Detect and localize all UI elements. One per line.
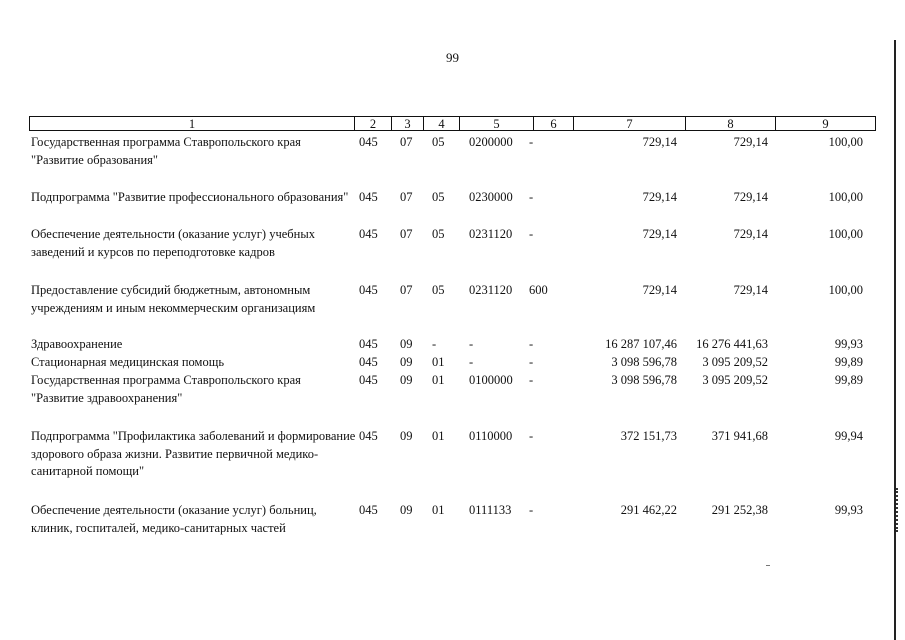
row-name: Государственная программа Ставропольского края "Развитие образования" [31, 135, 301, 167]
row-col-3: 09 [400, 503, 413, 517]
row-col-4: 01 [432, 355, 445, 369]
header-col-8: 8 [686, 117, 776, 130]
row-col-3: 07 [400, 190, 413, 204]
row-col-9: 99,93 [834, 503, 863, 517]
row-name: Здравоохранение [31, 337, 123, 351]
row-name: Обеспечение деятельности (оказание услуг) учебных заведений и курсов по переподготовке кадров [31, 227, 315, 259]
row-col-9: 100,00 [828, 227, 863, 241]
table-row [29, 502, 869, 556]
header-col-6: 6 [534, 117, 574, 130]
row-col-4: 05 [432, 227, 445, 241]
row-col-3: 09 [400, 429, 413, 443]
header-col-1: 1 [30, 117, 355, 130]
row-col-4: 01 [432, 373, 445, 387]
row-col-3: 07 [400, 135, 413, 149]
row-col-5: 0111133 [469, 503, 512, 517]
table-row [29, 189, 869, 225]
table-row [29, 282, 869, 336]
row-col-2: 045 [359, 373, 378, 387]
row-col-2: 045 [359, 283, 378, 297]
row-col-2: 045 [359, 355, 378, 369]
row-col-7: 372 151,73 [620, 429, 677, 443]
header-col-5: 5 [460, 117, 534, 130]
row-col-2: 045 [359, 227, 378, 241]
row-col-9: 100,00 [828, 190, 863, 204]
row-col-8: 16 276 441,63 [696, 337, 768, 351]
row-name: Стационарная медицинская помощь [31, 355, 225, 369]
table-row [29, 354, 869, 372]
row-col-5: 0200000 [469, 135, 513, 149]
row-name: Предоставление субсидий бюджетным, автономным учреждениям и иным некоммерческим организациям [31, 283, 316, 315]
table-row [29, 134, 869, 174]
row-col-7: 3 098 596,78 [611, 373, 677, 387]
table-row [29, 372, 869, 408]
row-col-5: 0110000 [469, 429, 513, 443]
row-name: Подпрограмма "Развитие профессионального образования" [31, 190, 349, 204]
row-col-3: 09 [400, 355, 413, 369]
row-col-4: 01 [432, 429, 445, 443]
row-col-5: - [469, 355, 474, 369]
table-row [29, 226, 869, 280]
row-col-8: 729,14 [733, 283, 768, 297]
row-col-9: 100,00 [828, 135, 863, 149]
right-margin-marks [896, 488, 901, 532]
row-col-7: 3 098 596,78 [611, 355, 677, 369]
row-col-9: 99,89 [834, 355, 863, 369]
table-row [29, 336, 869, 354]
row-col-4: 05 [432, 135, 445, 149]
row-name: Подпрограмма "Профилактика заболеваний и формирование здорового образа жизни. Развитие первичной медико-санитарной помощи" [31, 429, 356, 478]
row-col-4: 05 [432, 190, 445, 204]
row-col-8: 729,14 [733, 190, 768, 204]
header-col-7: 7 [574, 117, 686, 130]
row-col-6: - [529, 135, 534, 149]
row-col-9: 99,93 [834, 337, 863, 351]
row-col-6: - [529, 429, 534, 443]
row-col-2: 045 [359, 135, 378, 149]
row-col-7: 729,14 [642, 190, 677, 204]
row-col-9: 99,94 [834, 429, 863, 443]
header-col-2: 2 [355, 117, 392, 130]
row-col-3: 09 [400, 373, 413, 387]
row-col-4: 05 [432, 283, 445, 297]
row-col-2: 045 [359, 429, 378, 443]
row-col-8: 729,14 [733, 135, 768, 149]
row-col-4: - [432, 337, 437, 351]
row-col-7: 729,14 [642, 135, 677, 149]
right-margin-line [894, 40, 896, 640]
row-col-2: 045 [359, 337, 378, 351]
row-col-5: - [469, 337, 474, 351]
row-col-6: - [529, 337, 534, 351]
row-col-6: - [529, 227, 534, 241]
row-col-8: 3 095 209,52 [702, 373, 768, 387]
row-col-6: - [529, 373, 534, 387]
row-col-8: 291 252,38 [711, 503, 768, 517]
page-number: 99 [446, 50, 459, 65]
header-col-9: 9 [822, 117, 829, 131]
row-col-6: - [529, 503, 534, 517]
row-col-2: 045 [359, 190, 378, 204]
header-col-4: 4 [424, 117, 460, 130]
row-col-5: 0231120 [469, 227, 513, 241]
row-col-3: 07 [400, 283, 413, 297]
row-col-7: 16 287 107,46 [605, 337, 677, 351]
row-col-8: 729,14 [733, 227, 768, 241]
row-name: Обеспечение деятельности (оказание услуг) больниц, клиник, госпиталей, медико-санитарных частей [31, 503, 317, 535]
header-col-3: 3 [392, 117, 424, 130]
row-col-7: 729,14 [642, 227, 677, 241]
row-col-4: 01 [432, 503, 445, 517]
row-col-8: 3 095 209,52 [702, 355, 768, 369]
row-col-6: - [529, 190, 534, 204]
row-col-6: - [529, 355, 534, 369]
row-col-3: 09 [400, 337, 413, 351]
row-col-7: 729,14 [642, 283, 677, 297]
row-name: Государственная программа Ставропольского края "Развитие здравоохранения" [31, 373, 301, 405]
row-col-9: 99,89 [834, 373, 863, 387]
scan-mark [766, 565, 770, 566]
row-col-5: 0231120 [469, 283, 513, 297]
row-col-5: 0100000 [469, 373, 513, 387]
row-col-6: 600 [529, 283, 548, 297]
row-col-2: 045 [359, 503, 378, 517]
row-col-9: 100,00 [828, 283, 863, 297]
table-row [29, 428, 869, 482]
row-col-7: 291 462,22 [620, 503, 677, 517]
row-col-3: 07 [400, 227, 413, 241]
row-col-5: 0230000 [469, 190, 513, 204]
table-header [29, 116, 876, 131]
row-col-8: 371 941,68 [711, 429, 768, 443]
